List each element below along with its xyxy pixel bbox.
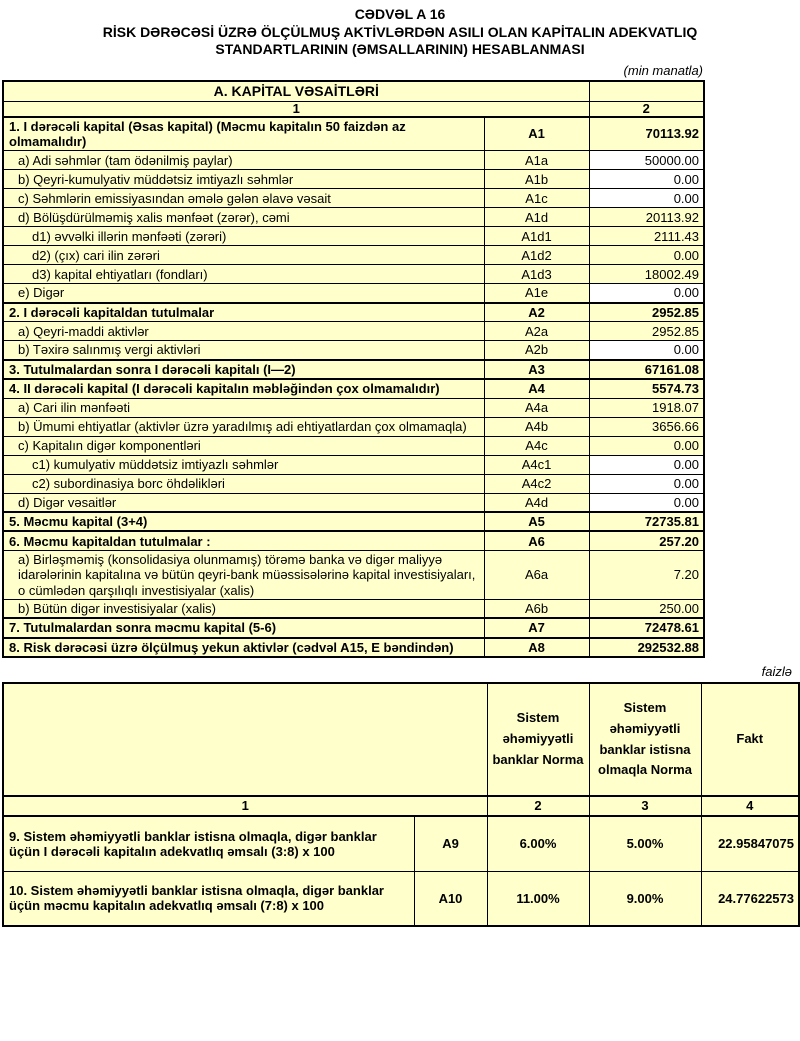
row-code: A1a [484, 151, 589, 170]
row-code: A2a [484, 322, 589, 341]
capital-table-row [3, 189, 704, 208]
row-code: A4a [484, 398, 589, 417]
row-code: A1d2 [484, 246, 589, 265]
row-value: 72478.61 [589, 618, 704, 637]
row-label: 3. Tutulmalardan sonra I dərəcəli kapitalı (I—2) [3, 360, 484, 379]
row-value: 0.00 [589, 170, 704, 189]
row-code: A1e [484, 284, 589, 303]
row-fakt: 22.95847075 [701, 816, 799, 871]
row-value: 2111.43 [589, 227, 704, 246]
capital-table-section-title: A. KAPİTAL VƏSAİTLƏRİ [3, 81, 589, 102]
capital-table-row [3, 550, 704, 599]
ratio-table-row [3, 816, 799, 871]
ratio-table-header-norma-systemic: Sistem əhəmiyyətli banklar Norma [487, 683, 589, 796]
row-label: a) Adi səhmlər (tam ödənilmiş paylar) [3, 151, 484, 170]
row-value: 0.00 [589, 474, 704, 493]
title-line-3: STANDARTLARININ (ƏMSALLARININ) HESABLANMASI [215, 41, 585, 57]
capital-table-row [3, 436, 704, 455]
row-value: 250.00 [589, 599, 704, 618]
row-code: A5 [484, 512, 589, 531]
row-value: 0.00 [589, 284, 704, 303]
capital-table-row [3, 618, 704, 637]
capital-table-colnum-2: 2 [589, 102, 704, 117]
row-code: A1d [484, 208, 589, 227]
row-value: 18002.49 [589, 265, 704, 284]
capital-table-row [3, 151, 704, 170]
row-label: b) Bütün digər investisiyalar (xalis) [3, 599, 484, 618]
capital-table-row [3, 531, 704, 550]
capital-table-row [3, 599, 704, 618]
row-label: b) Ümumi ehtiyatlar (aktivlər üzrə yaradılmış adi ehtiyatlardan çox olmamaqla) [3, 417, 484, 436]
row-code: A6b [484, 599, 589, 618]
capital-table-row [3, 360, 704, 379]
row-label: 4. II dərəcəli kapital (I dərəcəli kapitalın məbləğindən çox olmamalıdır) [3, 379, 484, 398]
row-code: A1d1 [484, 227, 589, 246]
row-value: 0.00 [589, 436, 704, 455]
row-value: 67161.08 [589, 360, 704, 379]
row-code: A9 [414, 816, 487, 871]
row-value: 5574.73 [589, 379, 704, 398]
row-label: 2. I dərəcəli kapitaldan tutulmalar [3, 303, 484, 322]
ratio-table-row [3, 871, 799, 926]
row-label: c) Kapitalın digər komponentləri [3, 436, 484, 455]
capital-table-row [3, 379, 704, 398]
row-label: 9. Sistem əhəmiyyətli banklar istisna olmaqla, digər banklar üçün I dərəcəli kapitalın adekvatlıq əmsalı (3:8) x 100 [3, 816, 414, 871]
row-value: 0.00 [589, 455, 704, 474]
row-value: 50000.00 [589, 151, 704, 170]
capital-table-row [3, 417, 704, 436]
row-value: 0.00 [589, 189, 704, 208]
row-label: d) Digər vəsaitlər [3, 493, 484, 512]
row-label: a) Qeyri-maddi aktivlər [3, 322, 484, 341]
row-code: A4c1 [484, 455, 589, 474]
row-label: d1) əvvəlki illərin mənfəəti (zərəri) [3, 227, 484, 246]
ratio-table-header-row [3, 683, 799, 796]
capital-table-column-number-row [3, 102, 704, 117]
row-label: b) Təxirə salınmış vergi aktivləri [3, 341, 484, 360]
capital-table-row [3, 246, 704, 265]
capital-table-row [3, 284, 704, 303]
row-label: 10. Sistem əhəmiyyətli banklar istisna olmaqla, digər banklar üçün məcmu kapitalın adekvatlıq əmsalı (7:8) x 100 [3, 871, 414, 926]
capital-table-row [3, 474, 704, 493]
capital-table-row [3, 322, 704, 341]
unit-note-min-manatla: (min manatla) [623, 62, 703, 78]
capital-table [2, 80, 705, 659]
row-value: 0.00 [589, 341, 704, 360]
unit-note-faizle: faizlə [761, 664, 792, 680]
ratio-table-header-fakt: Fakt [701, 683, 799, 796]
document-title [0, 6, 800, 59]
row-label: c) Səhmlərin emissiyasından əmələ gələn əlavə vəsait [3, 189, 484, 208]
capital-table-row [3, 170, 704, 189]
row-label: c2) subordinasiya borc öhdəlikləri [3, 474, 484, 493]
capital-table-body [3, 117, 704, 657]
row-norma-systemic: 11.00% [487, 871, 589, 926]
row-label: d2) (çıx) cari ilin zərəri [3, 246, 484, 265]
capital-table-row [3, 638, 704, 657]
capital-table-section-header-row [3, 81, 704, 102]
row-code: A10 [414, 871, 487, 926]
row-label: d3) kapital ehtiyatları (fondları) [3, 265, 484, 284]
row-label: 5. Məcmu kapital (3+4) [3, 512, 484, 531]
row-code: A4c2 [484, 474, 589, 493]
capital-table-row [3, 227, 704, 246]
row-label: 7. Tutulmalardan sonra məcmu kapital (5-6) [3, 618, 484, 637]
row-value: 257.20 [589, 531, 704, 550]
title-line-1: CƏDVƏL A 16 [354, 6, 446, 22]
row-value: 72735.81 [589, 512, 704, 531]
row-code: A1c [484, 189, 589, 208]
capital-table-row [3, 265, 704, 284]
row-norma-systemic: 6.00% [487, 816, 589, 871]
ratio-table-column-number-row [3, 796, 799, 816]
row-code: A4b [484, 417, 589, 436]
ratio-table-colnum-4: 4 [701, 796, 799, 816]
row-label: 6. Məcmu kapitaldan tutulmalar : [3, 531, 484, 550]
ratio-table-header-norma-non-systemic: Sistem əhəmiyyətli banklar istisna olmaqla Norma [589, 683, 701, 796]
row-code: A4d [484, 493, 589, 512]
row-code: A1 [484, 117, 589, 151]
row-value: 70113.92 [589, 117, 704, 151]
row-code: A8 [484, 638, 589, 657]
title-line-2: RİSK DƏRƏCƏSİ ÜZRƏ ÖLÇÜLMUŞ AKTİVLƏRDƏN ASILI OLAN KAPİTALIN ADEKVATLIQ [102, 23, 698, 40]
capital-table-row [3, 303, 704, 322]
capital-table-row [3, 398, 704, 417]
row-label: a) Birləşməmiş (konsolidasiya olunmamış) törəmə banka və digər maliyyə idarələrinin kapitalına və bütün qeyri-bank müəssisələrinə kapital investisiyaları, o cümlədən qarşılıqlı investisiyalar (xalis) [3, 550, 484, 599]
ratio-table [2, 682, 800, 927]
row-label: c1) kumulyativ müddətsiz imtiyazlı səhmlər [3, 455, 484, 474]
row-value: 3656.66 [589, 417, 704, 436]
row-label: e) Digər [3, 284, 484, 303]
row-code: A2 [484, 303, 589, 322]
row-value: 0.00 [589, 493, 704, 512]
row-code: A3 [484, 360, 589, 379]
row-value: 2952.85 [589, 322, 704, 341]
row-value: 20113.92 [589, 208, 704, 227]
row-norma-non-systemic: 9.00% [589, 871, 701, 926]
row-code: A4 [484, 379, 589, 398]
capital-table-row [3, 208, 704, 227]
row-code: A6 [484, 531, 589, 550]
row-code: A1d3 [484, 265, 589, 284]
capital-table-row [3, 493, 704, 512]
capital-table-colnum-1: 1 [3, 102, 589, 117]
row-code: A7 [484, 618, 589, 637]
row-value: 1918.07 [589, 398, 704, 417]
ratio-table-colnum-2: 2 [487, 796, 589, 816]
row-value: 2952.85 [589, 303, 704, 322]
capital-table-empty-header-cell [589, 81, 704, 102]
row-label: d) Bölüşdürülməmiş xalis mənfəət (zərər), cəmi [3, 208, 484, 227]
row-fakt: 24.77622573 [701, 871, 799, 926]
ratio-table-empty-header-cell [3, 683, 487, 796]
capital-table-row [3, 512, 704, 531]
row-label: 8. Risk dərəcəsi üzrə ölçülmuş yekun aktivlər (cədvəl A15, E bəndindən) [3, 638, 484, 657]
row-code: A2b [484, 341, 589, 360]
row-label: 1. I dərəcəli kapital (Əsas kapital) (Məcmu kapitalın 50 faizdən az olmamalıdır) [3, 117, 484, 151]
ratio-table-body [3, 816, 799, 926]
row-norma-non-systemic: 5.00% [589, 816, 701, 871]
capital-table-row [3, 117, 704, 151]
row-label: a) Cari ilin mənfəəti [3, 398, 484, 417]
ratio-table-colnum-3: 3 [589, 796, 701, 816]
row-code: A1b [484, 170, 589, 189]
row-code: A6a [484, 550, 589, 599]
capital-table-row [3, 341, 704, 360]
ratio-table-colnum-1: 1 [3, 796, 487, 816]
row-value: 292532.88 [589, 638, 704, 657]
row-value: 7.20 [589, 550, 704, 599]
row-value: 0.00 [589, 246, 704, 265]
capital-table-row [3, 455, 704, 474]
row-code: A4c [484, 436, 589, 455]
row-label: b) Qeyri-kumulyativ müddətsiz imtiyazlı səhmlər [3, 170, 484, 189]
